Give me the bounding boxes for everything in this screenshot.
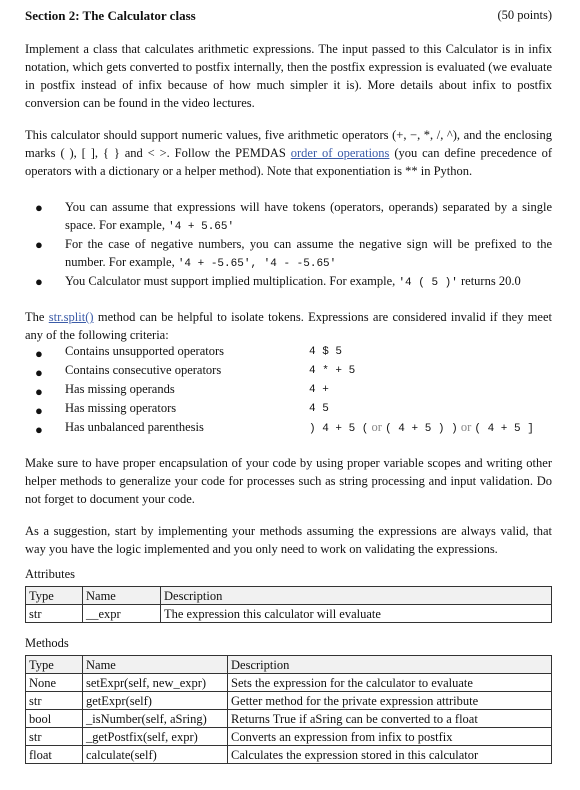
cell-name: _getPostfix(self, expr) — [83, 728, 228, 746]
table-row — [26, 728, 552, 746]
assumption-text: For the case of negative numbers, you can assume the negative sign will be prefixed to the number. For example, — [65, 237, 552, 269]
criteria-label: Contains unsupported operators — [65, 344, 225, 358]
criteria-example: 4 $ 5 — [309, 346, 343, 358]
cell-name: calculate(self) — [83, 746, 228, 764]
cell-name: setExpr(self, new_expr) — [83, 674, 228, 692]
cell-type: None — [26, 674, 83, 692]
table-row — [26, 605, 552, 623]
criteria-label: Has unbalanced parenthesis — [65, 420, 204, 434]
cell-type: str — [26, 728, 83, 746]
cell-type: bool — [26, 710, 83, 728]
header-name: Name — [83, 587, 161, 605]
assumption-item — [65, 235, 552, 273]
cell-description: Getter method for the private expression attribute — [228, 692, 552, 710]
bullet-icon: ● — [35, 274, 43, 289]
bullet-icon: ● — [35, 365, 43, 380]
cell-type: str — [26, 692, 83, 710]
assumption-item — [65, 198, 552, 236]
assumption-code: '4 + -5.65', '4 - -5.65' — [177, 258, 337, 270]
support-paragraph — [25, 126, 552, 180]
criteria-example: ( 4 + 5 ) ) — [385, 423, 458, 435]
criteria-example: 4 * + 5 — [309, 365, 356, 377]
split-prefix: The — [25, 310, 49, 324]
table-row — [26, 710, 552, 728]
criteria-or: or — [371, 420, 382, 434]
encapsulation-paragraph: Make sure to have proper encapsulation of your code by using proper variable scopes and writing other helper methods to generalize your code for processes such as string processing and input validation. Do not forget to document your code. — [25, 456, 552, 506]
table-row — [26, 674, 552, 692]
cell-type: float — [26, 746, 83, 764]
cell-description: Calculates the expression stored in this calculator — [228, 746, 552, 764]
criteria-label: Contains consecutive operators — [65, 363, 222, 377]
bullet-icon: ● — [35, 346, 43, 361]
bullet-icon: ● — [35, 422, 43, 437]
bullet-icon: ● — [35, 237, 43, 252]
criteria-example: ( 4 + 5 ] — [474, 423, 534, 435]
cell-type: str — [26, 605, 83, 623]
bullet-icon: ● — [35, 384, 43, 399]
section-title: Section 2: The Calculator class — [25, 8, 196, 23]
methods-table — [25, 655, 552, 764]
assumption-code: '4 + 5.65' — [168, 221, 235, 233]
table-row — [26, 692, 552, 710]
support-text-after: (you can define precedence of operators with a dictionary or a helper method). Note that exponentiation is ** in Python. — [25, 146, 553, 178]
bullet-icon: ● — [35, 403, 43, 418]
suggestion-paragraph: As a suggestion, start by implementing your methods assuming the expressions are always valid, that way you have the logic implemented and you only need to work on validating the expressions. — [25, 524, 552, 556]
split-paragraph — [25, 308, 552, 344]
section-points: (50 points) — [497, 8, 552, 22]
criteria-example-group — [309, 420, 534, 435]
attributes-caption: Attributes — [25, 567, 75, 581]
cell-description: The expression this calculator will evaluate — [161, 605, 552, 623]
order-of-operations-link[interactable]: order of operations — [290, 146, 390, 160]
criteria-label: Has missing operands — [65, 382, 175, 396]
intro-paragraph: Implement a class that calculates arithmetic expressions. The input passed to this Calculator is in infix notation, which gets converted to postfix internally, then the postfix expression is evaluated (we evaluate in postfix instead of infix because of how much simpler it is). More details about infix to postfix conversion can be found in the video lectures. — [25, 42, 552, 110]
assumption-text: You Calculator must support implied multiplication. For example, — [65, 274, 399, 288]
assumption-item — [65, 272, 552, 292]
criteria-example: ) 4 + 5 ( — [309, 423, 369, 435]
criteria-or: or — [460, 420, 472, 434]
criteria-example: 4 5 — [309, 403, 329, 415]
header-description: Description — [161, 587, 552, 605]
cell-name: __expr — [83, 605, 161, 623]
header-type: Type — [26, 656, 83, 674]
support-text-before: This calculator should support numeric values, five arithmetic operators (+, −, *, /, ^), and the enclosing marks ( ), [ ], { } and < >. Follow the PEMDAS — [25, 128, 552, 160]
bullet-icon: ● — [35, 200, 43, 215]
table-header-row — [26, 656, 552, 674]
assumption-tail: returns 20.0 — [457, 274, 521, 288]
assumption-text: You can assume that expressions will have tokens (operators, operands) separated by a single space. For example, — [65, 200, 552, 232]
attributes-table — [25, 586, 552, 623]
cell-description: Converts an expression from infix to postfix — [228, 728, 552, 746]
cell-name: _isNumber(self, aSring) — [83, 710, 228, 728]
table-header-row — [26, 587, 552, 605]
header-name: Name — [83, 656, 228, 674]
assumption-code: '4 ( 5 )' — [398, 277, 458, 289]
methods-caption: Methods — [25, 636, 69, 650]
header-type: Type — [26, 587, 83, 605]
criteria-example: 4 + — [309, 384, 329, 396]
criteria-label: Has missing operators — [65, 401, 177, 415]
table-row — [26, 746, 552, 764]
split-text: method can be helpful to isolate tokens. Expressions are considered invalid if they meet any of the following criteria: — [25, 310, 553, 342]
cell-description: Sets the expression for the calculator to evaluate — [228, 674, 552, 692]
str-split-link[interactable]: str.split() — [48, 310, 94, 324]
cell-description: Returns True if aSring can be converted to a float — [228, 710, 552, 728]
cell-name: getExpr(self) — [83, 692, 228, 710]
header-description: Description — [228, 656, 552, 674]
